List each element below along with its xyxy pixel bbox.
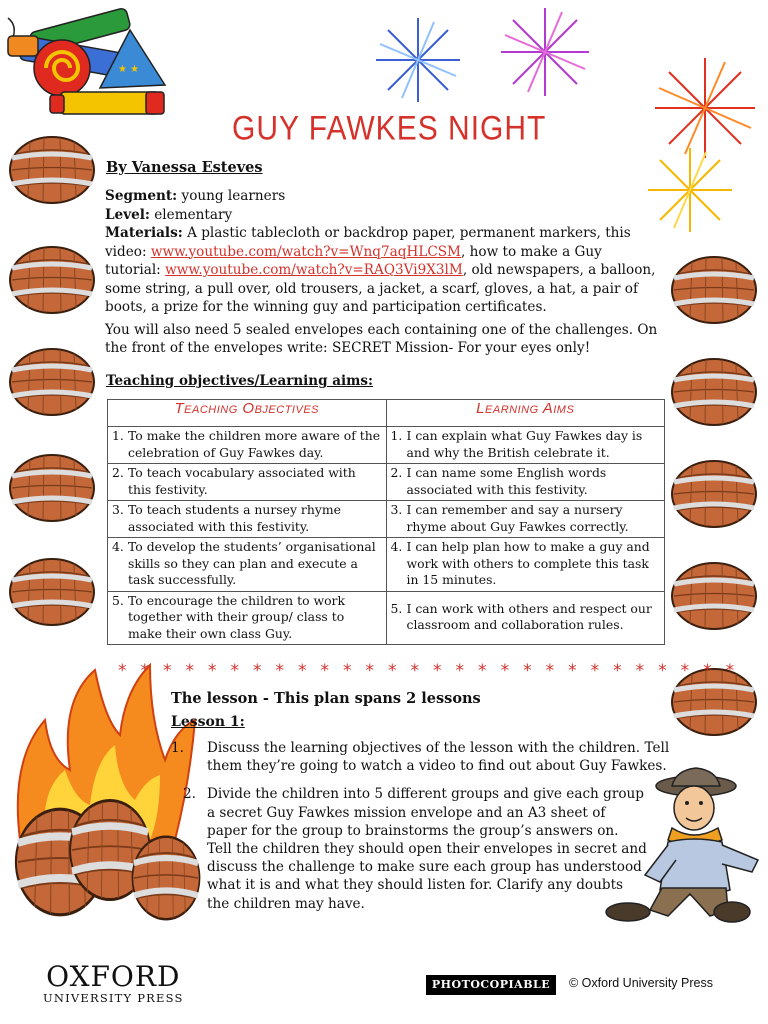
list-item [171, 739, 671, 775]
item-number: 4. [112, 539, 124, 554]
materials-line [105, 224, 660, 317]
page-title: GUY FAWKES NIGHT [232, 109, 547, 148]
step-text: Discuss the learning objectives of the lesson with the children. Tell them they’re going to watch a video to find out about Guy Fawkes. [207, 740, 670, 775]
segment-value: young learners [181, 188, 286, 204]
objectives-table [107, 399, 665, 645]
aim-text: I can explain what Guy Fawkes day is and why the British celebrate it. [406, 428, 643, 460]
objective-cell [108, 427, 387, 464]
item-number: 3. [112, 502, 124, 517]
aim-cell [386, 464, 665, 501]
objective-text: To develop the students’ organisational skills so they can plan and execute a task successfully. [128, 539, 376, 587]
aim-text: I can name some English words associated with this festivity. [406, 465, 607, 497]
materials-text-1: A plastic tablecloth or backdrop paper, permanent markers, [187, 225, 601, 241]
star-divider: * * * * * * * * * * * * * * * * * * * * * * * * * * * * [118, 661, 739, 681]
table-row [108, 427, 665, 464]
lesson-1-label: Lesson 1: [171, 714, 245, 730]
aim-cell [386, 591, 665, 645]
oxford-logo [43, 960, 184, 1005]
table-row [108, 501, 665, 538]
teaching-objectives-header: Teaching Objectives [108, 400, 387, 427]
segment-label: Segment: [105, 188, 178, 204]
video-link[interactable]: www.youtube.com/watch?v=Wnq7aqHLCSM [150, 243, 461, 260]
author-byline: By Vanessa Esteves [106, 159, 263, 176]
logo-main-text: OXFORD [46, 960, 181, 993]
objective-cell [108, 591, 387, 645]
objective-cell [108, 501, 387, 538]
item-number: 5. [112, 592, 124, 608]
step-number: 2. [183, 786, 196, 803]
item-number: 2. [112, 465, 124, 480]
materials-text-3: , how to make a [460, 243, 571, 260]
photocopiable-badge: PHOTOCOPIABLE [426, 975, 556, 995]
aim-cell [386, 501, 665, 538]
objective-text: To teach vocabulary associated with this festivity. [128, 465, 356, 497]
list-item [171, 785, 671, 912]
learning-aims-header: Learning Aims [386, 400, 665, 427]
objectives-heading: Teaching objectives/Learning aims: [106, 373, 374, 389]
logo-sub-text: UNIVERSITY PRESS [43, 991, 184, 1005]
materials-text-2: this video: [105, 225, 631, 260]
svg-text:★ ★: ★ ★ [118, 64, 140, 75]
aim-cell [386, 427, 665, 464]
table-row [108, 538, 665, 592]
lesson-steps [171, 739, 671, 923]
envelopes-note: You will also need 5 sealed envelopes each containing one of the challenges. On the front of the envelopes write: SECRET Mission- For your eyes only! [105, 321, 658, 356]
step-text: Divide the children into 5 different groups and give each group a secret Guy Fawkes mission envelope and an A3 sheet of paper for the group to brainstorms the group’s answers on. Tell the children they should open their envelopes in secret and discuss the challenge to make sure each group has understood what it is and what they should listen for. Clarify any doubts the children may have. [207, 786, 647, 912]
aim-text: I can work with others and respect our classroom and collaboration rules. [406, 600, 652, 633]
aim-cell [386, 538, 665, 592]
firecrackers-icon [8, 7, 165, 114]
item-number: 2. [390, 465, 403, 480]
materials-label: Materials: [105, 225, 183, 241]
tutorial-link[interactable]: www.youtube.com/watch?v=RAQ3Vi9X3lM [165, 262, 463, 278]
barrel-left-column [10, 137, 94, 625]
objective-text: To encourage the children to work together with their group/ class to make their own class Guy. [128, 592, 345, 641]
copyright-notice: © Oxford University Press [569, 976, 713, 990]
segment-line [105, 187, 660, 206]
level-value: elementary [154, 206, 233, 223]
level-line [105, 206, 660, 225]
item-number: 5. [390, 600, 403, 616]
level-label: Level: [105, 206, 150, 223]
objective-text: To teach students a nursey rhyme associated with this festivity. [128, 502, 341, 534]
objective-text: To make the children more aware of the celebration of Guy Fawkes day. [128, 428, 381, 460]
item-number: 1. [390, 428, 403, 443]
objective-cell [108, 538, 387, 592]
materials-text-5: , old newspapers, a balloon, some string, a pull over, old trousers, a jacket, a scarf, gloves, a hat, a pair of boots, a prize for the winning guy and participation certificates. [105, 262, 656, 315]
aim-text: I can help plan how to make a guy and work with others to complete this task in 15 minutes. [406, 539, 650, 587]
item-number: 3. [390, 502, 403, 517]
item-number: 1. [112, 428, 124, 443]
table-row [108, 591, 665, 645]
lesson-info [105, 187, 660, 358]
table-row [108, 464, 665, 501]
table-header-row [108, 400, 665, 427]
lesson-heading: The lesson - This plan spans 2 lessons [171, 690, 481, 707]
materials-text-4: Guy tutorial: [105, 243, 602, 278]
step-number: 1. [171, 740, 184, 756]
item-number: 4. [390, 539, 403, 554]
objective-cell [108, 464, 387, 501]
aim-text: I can remember and say a nursery rhyme about Guy Fawkes correctly. [406, 502, 629, 534]
